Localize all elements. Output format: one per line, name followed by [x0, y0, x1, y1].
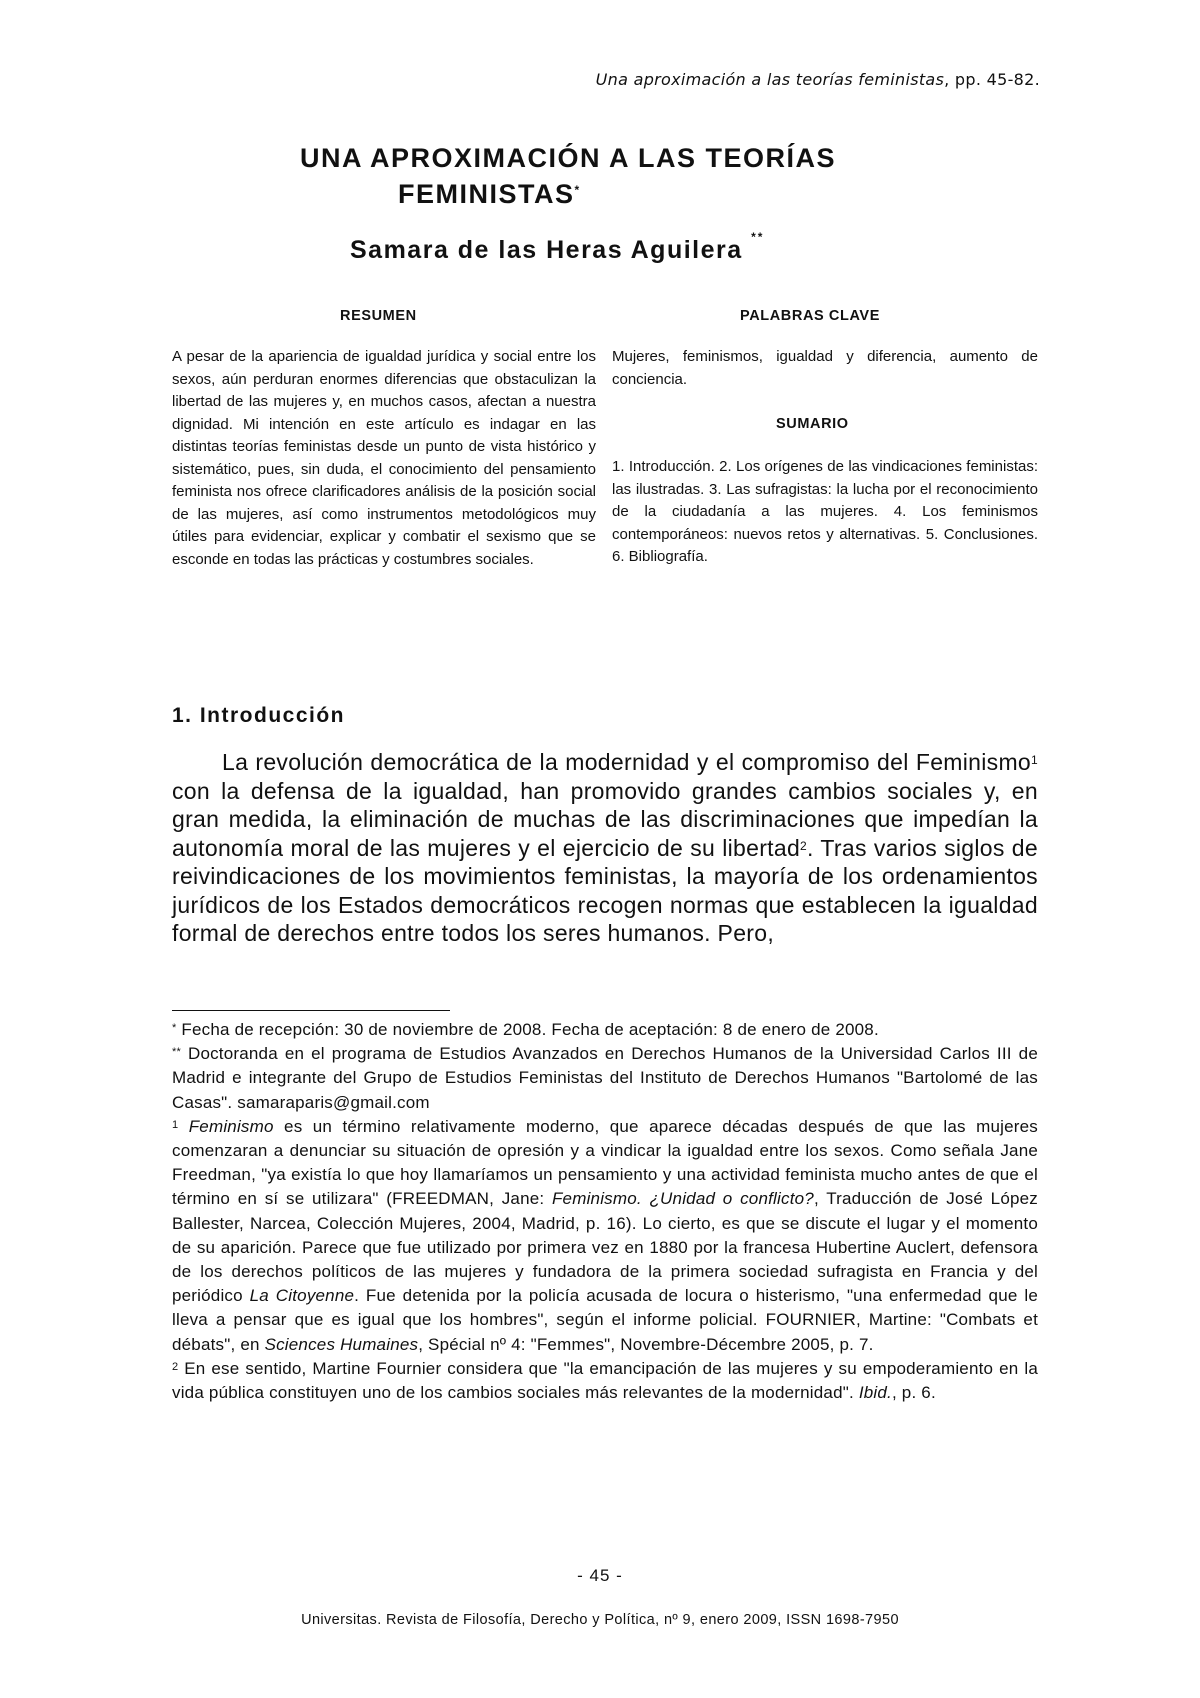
body-text-part1: La revolución democrática de la modernidad y el compromiso del Feminismo	[222, 749, 1032, 775]
author-footnote-mark: **	[751, 230, 765, 244]
footnote-star-text: Fecha de recepción: 30 de noviembre de 2008. Fecha de aceptación: 8 de enero de 2008.	[176, 1020, 879, 1039]
author-text: Samara de las Heras Aguilera	[350, 236, 743, 264]
keywords-heading: PALABRAS CLAVE	[740, 308, 880, 324]
article-title-line2-wrap	[300, 176, 980, 212]
footnote-2-text-b: , p. 6.	[891, 1383, 936, 1403]
footnote-ref-1[interactable]: 1	[1031, 753, 1038, 767]
keywords-text: Mujeres, feminismos, igualdad y diferencia, aumento de conciencia.	[612, 348, 1038, 388]
footnote-1	[172, 1115, 1038, 1357]
footnote-1-mark: 1	[172, 1118, 179, 1131]
summary-text: 1. Introducción. 2. Los orígenes de las vindicaciones feministas: las ilustradas. 3. Las sufragistas: la lucha por el reconocimiento de la ciudadanía a las mujeres. 4. Los feminismos contemporáneos: nuevos retos y alternativas. 5. Conclusiones. 6. Bibliografía.	[612, 458, 1038, 565]
footnote-double-star	[172, 1042, 1038, 1115]
article-title-line2: FEMINISTAS	[398, 179, 575, 209]
article-title	[300, 140, 980, 212]
footnote-1-periodical: La Citoyenne	[249, 1286, 355, 1306]
running-head	[596, 70, 1040, 89]
section-heading-introduccion: 1. Introducción	[172, 704, 346, 727]
footnote-dstar-mark: **	[172, 1046, 181, 1059]
abstract-text: A pesar de la apariencia de igualdad jurídica y social entre los sexos, aún perduran enormes diferencias que obstaculizan la libertad de las mujeres y, en muchos casos, afectan a nuestra dignidad. Mi intención en este artículo es indagar en las distintas teorías feministas desde un punto de vista histórico y sistemático, pues, sin duda, el conocimiento del pensamiento feminista nos ofrece clarificadores análisis de la posición social de las mujeres, así como instrumentos metodológicos muy útiles para evidenciar, explicar y combatir el sexismo que se esconde en todas las prácticas y costumbres sociales.	[172, 348, 596, 568]
footnotes	[172, 1018, 1038, 1405]
footnote-1-text-d: , Spécial nº 4: "Femmes", Novembre-Décembre 2005, p. 7.	[418, 1334, 874, 1354]
footnote-star-mark: *	[172, 1022, 177, 1034]
footnote-separator	[172, 1010, 450, 1011]
body-paragraph	[172, 748, 1038, 948]
summary-heading: SUMARIO	[776, 416, 849, 432]
footnote-1-term: Feminismo	[188, 1116, 274, 1136]
page-number: - 45 -	[577, 1566, 623, 1585]
body-text-part3: . Tras varios siglos de reivindicaciones de los movimientos feministas, la mayoría de los ordenamientos jurídicos de los Estados democráticos recogen normas que establecen la igualdad formal de derechos entre todos los seres humanos. Pero,	[172, 834, 1038, 946]
article-title-line1: UNA APROXIMACIÓN A LAS TEORÍAS	[300, 143, 837, 173]
footnote-2-ibid: Ibid.	[858, 1383, 892, 1403]
running-head-pages: , pp. 45-82.	[944, 70, 1040, 89]
title-footnote-mark: *	[574, 183, 581, 197]
footnote-2	[172, 1357, 1038, 1405]
footnote-1-text-c: . Fue detenida por la policía acusada de locura o histerismo, "una enfermedad que le lleva a pensar que es igual que los hombres", según el informe policial. FOURNIER, Martine: "Combats et débats", en	[172, 1286, 1038, 1354]
author-name	[350, 230, 765, 265]
footnote-dstar-text: Doctoranda en el programa de Estudios Avanzados en Derechos Humanos de la Universidad Carlos III de Madrid e integrante del Grupo de Estudios Feministas del Instituto de Derechos Humanos "Bartolomé de las Casas". samaraparis@gmail.com	[172, 1044, 1038, 1112]
footnote-1-text-b: , Traducción de José López Ballester, Narcea, Colección Mujeres, 2004, Madrid, p. 16). Lo cierto, es que se discute el lugar y el momento de su aparición. Parece que fue utilizado por primera vez en 1880 por la francesa Hubertine Auclert, defensora de los derechos políticos de las mujeres y fundadora de la primera sociedad sufragista en Francia y del periódico	[172, 1189, 1038, 1306]
footnote-1-journal: Sciences Humaines	[264, 1334, 419, 1354]
footnote-1-book: Feminismo. ¿Unidad o conflicto?	[551, 1189, 814, 1209]
footnote-1-text-a: es un término relativamente moderno, que aparece décadas después de que las mujeres comenzaran a denunciar su situación de opresión y a vindicar la igualdad entre los sexos. Como señala Jane Freedman, "ya existía lo que hoy llamaríamos un pensamiento y una actividad feminista mucho antes de que el término en sí se utilizara" (FREEDMAN, Jane:	[172, 1116, 1038, 1209]
running-head-title: Una aproximación a las teorías feministas	[595, 70, 945, 89]
journal-footer: Universitas. Revista de Filosofía, Derecho y Política, nº 9, enero 2009, ISSN 1698-7950	[301, 1612, 899, 1628]
footnote-2-text-a: En ese sentido, Martine Fournier considera que "la emancipación de las mujeres y su empoderamiento en la vida pública constituyen uno de los cambios sociales más relevantes de la modernidad".	[172, 1358, 1038, 1403]
body-text-part2: con la defensa de la igualdad, han promovido grandes cambios sociales y, en gran medida, la eliminación de muchas de las discriminaciones que impedían la autonomía moral de las mujeres y el ejercicio de su libertad	[172, 777, 1038, 861]
footnote-ref-2[interactable]: 2	[800, 838, 808, 853]
footnote-star	[172, 1018, 1038, 1042]
abstract-heading: RESUMEN	[340, 308, 417, 324]
footnote-2-mark: 2	[172, 1360, 179, 1373]
